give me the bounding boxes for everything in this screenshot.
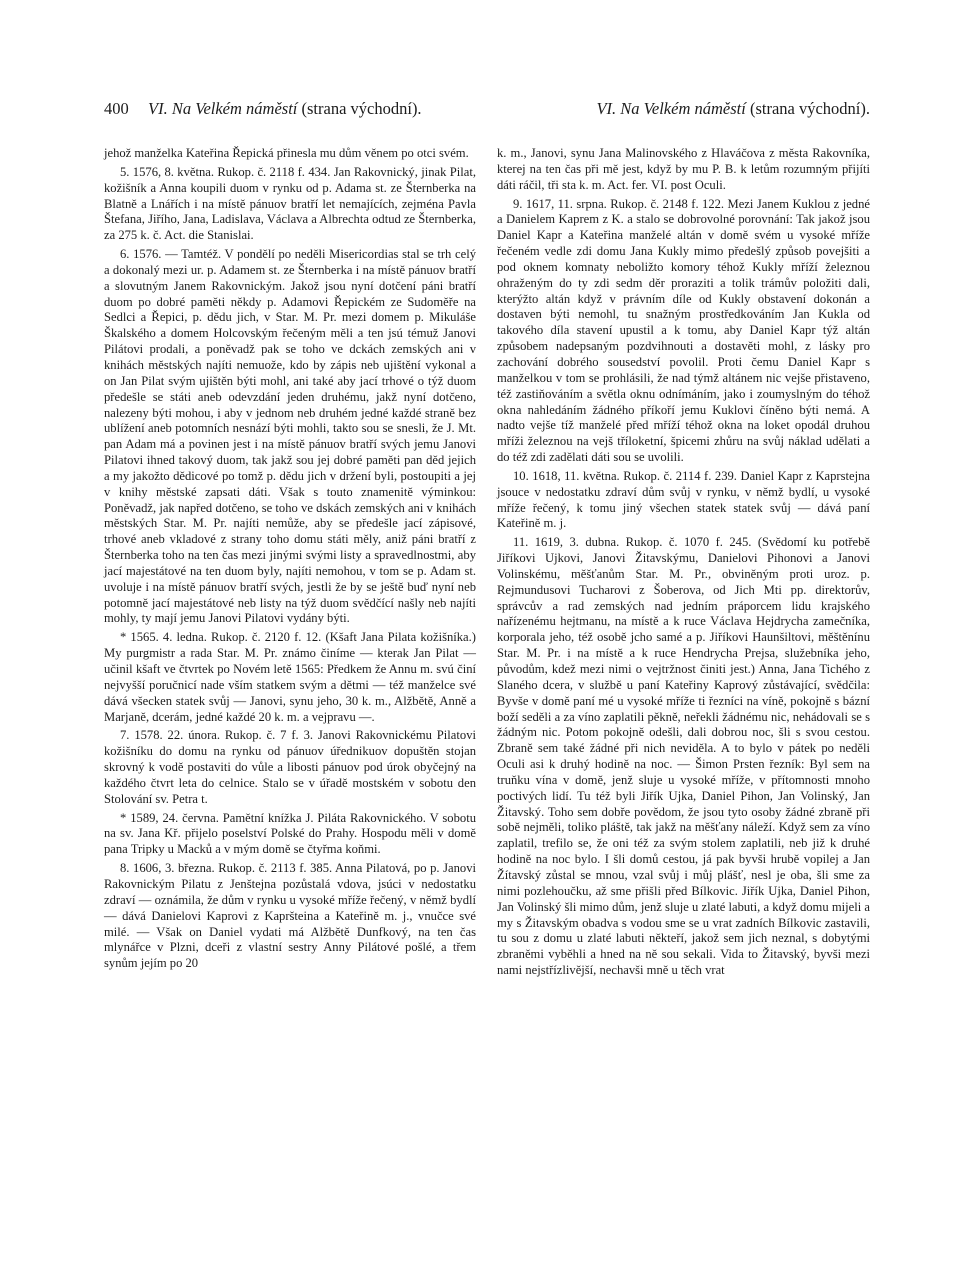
running-title-left-text: VI. Na Velkém náměstí — [148, 99, 298, 118]
running-header — [104, 97, 870, 121]
document-entry: 6. 1576. — Tamtéž. V pondělí po neděli Misericordias stal se trh celý a dokonalý mezi ur. p. Adamem st. ze Šternberka i na místě pánuov bratří a slovutným Janem Rakovnickým. Jakož jsou nyní dotčení páni bratří duom po dobré paměti někdy p. Adamovi Řepickém ze Sudoměře na Sedlci a Řepici, p. dědu jich, v Star. M. Pr. mezi domem p. Mikuláše Škalského a domem Holcovským řečeným měli a ten jsú témuž Janovi Pilátovi prodali, a poněvadž pak se toho ve dckách zemských ani v knihách městských najíti nemuože, kdo by zápis neb ujištění vykonal a on Jan Pilat svým ujištěn býti mohl, ani také aby jací trhové o týž duom předešle se státi aneb odevzdání jeden druhému, jakž nyní dotčeno, nalezeny býti mohou, i aby v jednom neb druhém jedné každé straně bez ublížení aneb potomních nesnází býti mohli, takto sou se snesli, že J. Mt. pan Adam má a povinen jest i na místě pánuov bratří svých jemu Janovi Pilatovi ihned takový duom, tak jakž sou jej dobré paměti pan děd jejich a my jakožto dědicové po tomž p. dědu jich v držení byli, postoupiti a jej v knihy městské zapsati dáti. Však s touto znamenitě výminkou: Poněvadž, jak napřed dotčeno, se toho ve dskách zemských ani v knihách městských Star. M. Pr. najíti nemůže, aby se předešle jací zápisové, trhové aneb vkladové z strany toho domu státi měly, aniž páni bratří z Šternberka toho na ten čas mezi jinými svými listy a spravedlnostmi, aby jací majestátové na ten duom byly, najíti nemohou, v tom se p. Adam st. uvoluje i na místě pánuov bratří svých, jestli že by se ještě buď nyní neb potomně jací majestátové neb listy na týž duom svědčící našly neb najíti mohly, ty mají jemu Janovi Pilatovi vydány býti. — [104, 247, 476, 626]
document-entry: 11. 1619, 3. dubna. Rukop. č. 1070 f. 245. (Svědomí ku potřebě Jiříkovi Ujkovi, Janovi Žitavskýmu, Danielovi Pihonovi a Janovi Volinskému, měšťanům Star. M. Pr., obviněným proti uroz. p. Rejmundusovi Tucharovi z Šoberova, od Jich Mti pp. direktorův, správcův a rad zemských nad jedním práporcem lidu krajského nařízenému hejtmanu, na místě a k ruce Václava Hejdrycha zamečníka, korporala jeho, též osobě jcho samé a p. Jiříkovi Haunšiltovi, měštěnínu Star. M. Pr. i na místě a k ruce Hendrycha Prejsa, služebníka jeho, původům, kdež mezi nimi o vejtržnost činiti jest.) Anna, Jana Tichého z Slaného dcera, v službě u paní Kateřiny Kaprový zůstávající, svědčila: Byvše v domě paní mé u vysoké mříže ti řezníci na víně, pokojně s bázní boží seděli a za víno zaplatili pěkně, neřekli žádnému nic, nehádovali se s žádným nic. Potom pokojně odešli, dali dobrou noc, šli s svou cestou. Zbraně sem také žádné při nich neviděla. A to bylo v pátek po neděli Oculi asi k druhý hodině na noc. — Šimon Prsten řezník: Byl sem na truňku vína v domě, jenž sluje u vysoké mříže, v přítomnosti mnoho poctivých lidí. Tu též byli Jiřík Ujka, Daniel Pihon, Jan Volinský, Jan Žitavský. Toho sem dobře povědom, že jsou tyto osoby žádné zbraně při sobě nejměli, toliko pláště, tak jakž na měšťany náleží. Když sem za víno zaplatil, trefilo se, že oni též za svým stolem zaplatili, neb již k druhé hodině na noc bylo. I šli domů cestou, já pak byvši hrubě vopilej a Jan Žítavský zůstal se mnou, vzal svůj i můj plášť, nesl je oba, šli sme za nimi pozlehoučku, až sme přišli před Bílkovic. Jiřík Ujka, Daniel Pihon, Jan Volinský šli mimo dům, jenž sluje u zlaté labuti, a když domu mijeli a my s Žitavským obadva s vodou sme se u vrat zadních Bílkovic zastavili, tu sou z domu u zlaté labuti někteří, jakož sem jich neznal, s dobytými zbraněmi vyběhli a hned na ně sou sekali. Vida to Žitavský, byvši mezi nami nejstřízlivější, nechavši mně u těch vrat — [497, 535, 870, 978]
document-entry: 5. 1576, 8. května. Rukop. č. 2118 f. 434. Jan Rakovnický, jinak Pilat, kožišník a Anna koupili duom v rynku od p. Adama st. ze Šternberka na Blatně a Lnářích i na místě pánuov bratří let nemajících, zejména Pavla Štefana, Jiřího, Jana, Ladislava, Václava a Albrechta odtud ze Šternberka, za 275 k. č. Act. die Stanislai. — [104, 164, 476, 243]
running-title-right-text: VI. Na Velkém náměstí — [596, 99, 746, 118]
right-text-column — [497, 146, 870, 982]
running-title-left — [148, 97, 422, 121]
document-entry: jehož manželka Kateřina Řepická přinesla mu dům věnem po otci svém. — [104, 146, 469, 160]
document-entry: 8. 1606, 3. března. Rukop. č. 2113 f. 385. Anna Pilatová, po p. Janovi Rakovnickým Pilatu z Jenštejna pozůstalá vdova, jsúci v nedostatku zdraví — oznámila, že dům v rynku u vysoké mříže řečený, v němž bydlí — dává Danielovi Kaprovi z Kapršteina a Kateřině m. j., vnučce své milé. — Však on Daniel vydati má Alžbětě Dunfkový, na ten čas mlynářce v Plzni, dceři z vlastní sestry Anny Pilátové pošlé, a třem synům jejím po 20 — [104, 861, 476, 971]
running-subtitle-right: (strana východní). — [749, 99, 870, 118]
document-entry: 10. 1618, 11. května. Rukop. č. 2114 f. 239. Daniel Kapr z Kaprstejna jsouce v nedostatku zdraví dům svůj v rynku, v němž bydlí, u vysoké mříže řečený, k tomu jiný všechen statek statek svůj — dává paní Kateřině m. j. — [497, 468, 870, 531]
column-divider — [485, 146, 486, 1236]
page-number: 400 — [104, 99, 129, 118]
document-entry: * 1565. 4. ledna. Rukop. č. 2120 f. 12. (Kšaft Jana Pilata kožišníka.) My purgmistr a rada Star. M. Pr. známo činíme — kterak Jan Pilat — učinil kšaft ve čtvrtek po Novém letě 1565: Předkem že Annu m. svú činí nejvyšší poručnicí nade vším statkem svým a dětmi — též manželce své dává všecken statek svůj — Janovi, synu jeho, 30 k. m., Alžbětě, Anně a Marjaně, dcerám, jedné každé 20 k. m. a vejpravu —. — [104, 630, 476, 724]
left-text-column — [104, 146, 476, 975]
document-entry: 7. 1578. 22. února. Rukop. č. 7 f. 3. Janovi Rakovnickému Pilatovi kožišníku do domu na rynku od pánuov úřednikuov dopuštěn stojan skrovný k vodě postaviti do vůle a libosti pánuov pod úrok obyčejný na každého čtvrt leta do celnice. Stalo se v úřadě mostském v sobotu den Stolování sv. Petra t. — [104, 728, 476, 806]
document-entry: 9. 1617, 11. srpna. Rukop. č. 2148 f. 122. Mezi Janem Kuklou z jedné a Danielem Kaprem z K. a stalo se dobrovolné porovnání: Tak jakož jsou Daniel Kapr a Kateřina manželé altán v domě svém u vysoké mříže řečeném vedle zdi domu Jana Kukly mimo předešlý způsob povejšiti a pod oknem komnaty neboližto komory téhož Kukly mříží železnou ohraženým do ty zdi sedm děr proraziti a tolik trámův položiti dali, kterýžto altán když v právním díle od Kukly obstavení dokonán a dostaven býti nemohl, tu snažným prostředkováním Jan Kukla od takového díla stavení upustil a k tomu, aby Daniel Kapr týž altán způsobem nadepsaným pozdvihnouti a dostavěti mohl, z lásky pro zachování dobrého sousedství povolil. Proti čemu Daniel Kapr s manželkou v tom se prohlásili, že nad týmž altánem nic vejše přistaveno, též zastiňováním a světla oknu odnímáním, jako i zoumyslným do téhož okna nahledáním žádného příkoří jemu Kuklovi číněno býti nemá. A nadto vejše tíž manželé před mříží téhož okna na loket opodál druhou mříži železnou na vejš tříloketní, špicemi zhůru na svůj náklad udělati a do též zdi zadělati dáti sou se uvolili. — [497, 196, 870, 465]
running-title-right — [596, 97, 870, 121]
document-entry: * 1589, 24. června. Pamětní knížka J. Piláta Rakovnického. V sobotu na sv. Jana Kř. přijelo poselství Polské do Prahy. Hospodu měli v domě pana Tripky u Macků a v mým domě se čtyřma koňmi. — [104, 810, 476, 857]
document-entry: k. m., Janovi, synu Jana Malinovského z Hlaváčova z města Rakovníka, kterej na ten čas při mě jest, když by mu P. B. k letům rozumným přijíti dáti ráčil, tři sta k. m. Act. fer. VI. post Oculi. — [497, 146, 870, 192]
running-subtitle-left: (strana východní). — [301, 99, 422, 118]
